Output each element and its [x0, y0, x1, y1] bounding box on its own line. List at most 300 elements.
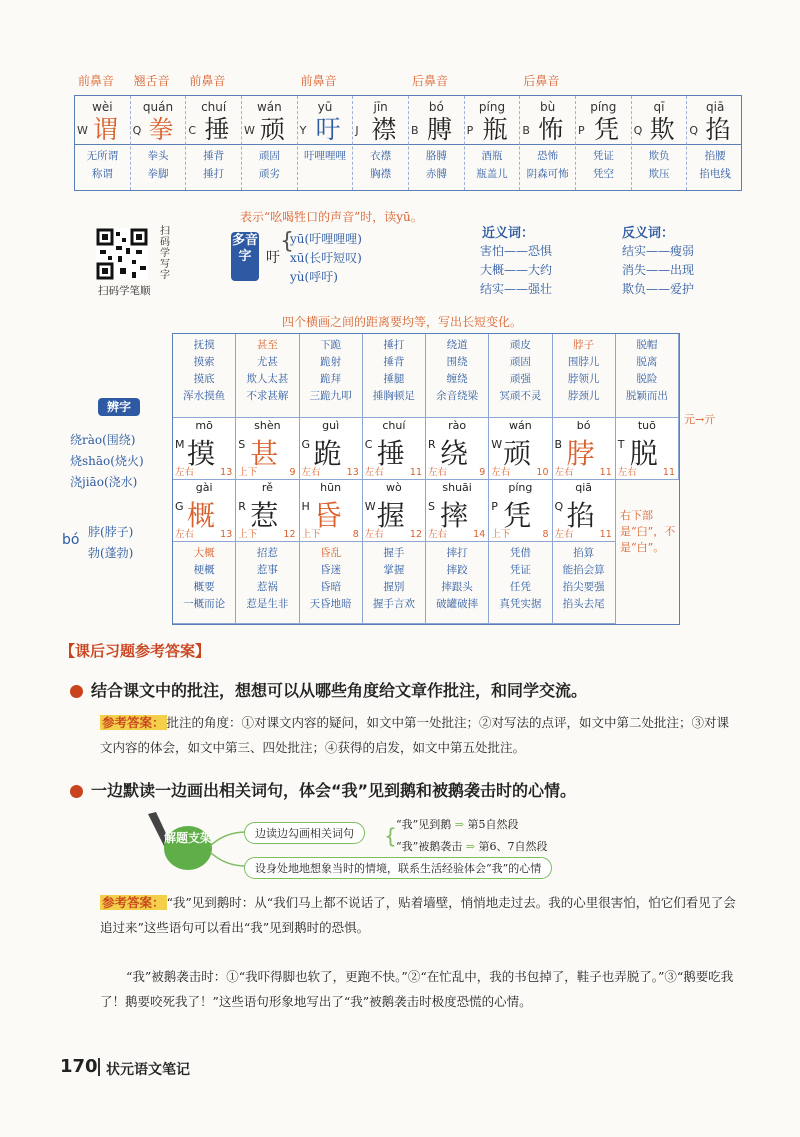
vocab-word: 欺负	[648, 150, 670, 162]
grid-word: 脖领儿	[567, 373, 600, 385]
structure: 左右	[554, 467, 574, 478]
vocab-column	[131, 96, 187, 190]
vocab-word: 赤膊	[425, 168, 447, 180]
grid-word: 围脖儿	[567, 356, 600, 368]
pinyin: wèi	[92, 100, 113, 114]
grid-word: 概要	[193, 581, 215, 593]
pinyin: bó	[576, 419, 591, 432]
grid-word: 尤甚	[256, 356, 278, 368]
character: 惹	[250, 499, 279, 532]
brace-icon: {	[280, 229, 294, 254]
stroke-count: 13	[220, 467, 233, 478]
bianzi-group2	[88, 522, 133, 564]
bianzi-item: 浇jiāo(浇水)	[70, 475, 138, 489]
vocab-word: 阴森可怖	[526, 168, 569, 180]
vocab-word: 瓶盖儿	[476, 168, 508, 180]
antonym-title: 反义词：	[622, 226, 675, 241]
vocab-column	[576, 96, 632, 190]
vocab-column	[687, 96, 743, 190]
character: 掐	[566, 499, 595, 532]
duoyin-items	[290, 230, 362, 287]
grid-word: 握手言欢	[372, 598, 415, 610]
grid-word: 惹是生非	[246, 598, 289, 610]
pronunciation-label: 后鼻音	[412, 74, 449, 88]
structure: 左右	[364, 529, 384, 540]
question-1: 结合课文中的批注，想想可以从哪些角度给文章作批注，和同学交流。	[70, 678, 587, 701]
grid-words-cell	[236, 334, 299, 418]
duoyin-note: 表示“吆喝牲口的声音”时，读yū。	[240, 210, 423, 224]
grid-words-cell	[236, 542, 299, 624]
jieti-step2: 设身处地地想象当时的情境，联系生活经验体会“我”的心情	[244, 857, 552, 879]
vocab-word: 胸襟	[370, 168, 392, 180]
pronunciation-label: 翘舌音	[133, 74, 170, 88]
grid-word: 昏迷	[320, 564, 342, 576]
pronunciation-label: 前鼻音	[78, 74, 115, 88]
grid-words-cell	[426, 334, 489, 418]
pinyin: yū	[317, 100, 333, 114]
initial-letter: B	[522, 124, 530, 137]
synonym-title: 近义词：	[482, 226, 535, 241]
grid-word: 浑水摸鱼	[183, 390, 226, 402]
grid-char-cell	[363, 480, 426, 542]
character: 握	[376, 499, 405, 532]
grid-char-cell	[300, 480, 363, 542]
character: 脖	[566, 437, 595, 470]
character: 脱	[629, 437, 658, 470]
vocab-word: 吁哩哩哩	[303, 150, 346, 162]
grid-word: 摔打	[446, 547, 468, 559]
grid-words-cell	[489, 334, 552, 418]
grid-word: 跪射	[320, 356, 342, 368]
initial-letter: Q	[554, 500, 564, 513]
section-title: 【课后习题参考答案】	[60, 642, 211, 660]
vocab-words	[465, 147, 520, 183]
side-note-yuan: 元→亓	[684, 413, 716, 426]
vocab-words	[632, 147, 687, 183]
answer-tag: 参考答案：	[102, 715, 165, 730]
duoyin-item: yū(吁哩哩哩)	[290, 232, 362, 246]
character: 摔	[440, 499, 469, 532]
initial-letter: P	[578, 124, 585, 137]
grid-words-cell	[363, 542, 426, 624]
grid-word: 顽固	[509, 356, 531, 368]
vocab-table	[74, 95, 742, 191]
grid-char-cell	[173, 480, 236, 542]
structure: 左右	[617, 467, 637, 478]
antonym-list	[622, 242, 694, 299]
grid-words-cell	[616, 334, 679, 418]
antonym-item: 欺负——爱护	[622, 282, 695, 296]
grid-word: 凭证	[509, 564, 531, 576]
grid-word: 天昏地暗	[309, 598, 352, 610]
arrow-icon: ⇒	[454, 818, 464, 831]
grid-words-cell	[363, 334, 426, 418]
grid-word: 缠绕	[446, 373, 468, 385]
pinyin: wò	[386, 481, 402, 494]
grid-word: 捶背	[383, 356, 405, 368]
pinyin: guì	[322, 419, 340, 432]
grid-word: 凭借	[509, 547, 531, 559]
pinyin: píng	[508, 481, 533, 494]
pinyin: rě	[261, 481, 273, 494]
structure: 左右	[301, 467, 321, 478]
character: 襟	[371, 115, 397, 144]
structure: 左右	[491, 467, 511, 478]
pinyin: qiā	[706, 100, 725, 114]
vocab-words	[186, 147, 241, 183]
side-note-qia: 右下部是“臼”，不是“白”。	[620, 509, 676, 554]
stroke-count: 13	[346, 467, 359, 478]
vocab-word: 欺压	[648, 168, 670, 180]
structure: 上下	[301, 529, 321, 540]
structure: 左右	[428, 529, 448, 540]
initial-letter: Q	[689, 124, 698, 137]
vocab-column	[242, 96, 298, 190]
grid-word: 不求甚解	[246, 390, 289, 402]
vocab-column	[409, 96, 465, 190]
grid-word: 掐尖要强	[562, 581, 605, 593]
vocab-words	[75, 147, 130, 183]
character: 掐	[705, 115, 731, 144]
pinyin: jīn	[373, 100, 388, 114]
pronunciation-label: 前鼻音	[300, 74, 337, 88]
grid-word: 摸底	[193, 373, 215, 385]
initial-letter: R	[428, 438, 436, 451]
initial-letter: H	[301, 500, 310, 513]
grid-word: 昏乱	[320, 547, 342, 559]
grid-word: 真凭实据	[499, 598, 542, 610]
bianzi-item: 绕rào(围绕)	[70, 433, 136, 447]
bianzi-group2-pinyin: bó	[62, 532, 80, 548]
character: 膊	[427, 115, 453, 144]
vocab-word: 顽固	[258, 150, 280, 162]
grid-word: 昏暗	[320, 581, 342, 593]
grid-words-cell	[426, 542, 489, 624]
vocab-word: 称谓	[91, 168, 113, 180]
qr-side-label: 扫码学写字	[160, 226, 170, 281]
arrow-icon: ⇒	[465, 840, 475, 853]
grid-word: 掐算	[573, 547, 595, 559]
structure: 左右	[175, 467, 195, 478]
pronunciation-label: 后鼻音	[523, 74, 560, 88]
initial-letter: M	[175, 438, 185, 451]
vocab-words	[520, 147, 575, 183]
answer-2-part1: 参考答案： “我”见到鹅时：从“我们马上都不说话了，贴着墙壁，悄悄地走过去。我的心里很害怕，怕它们看见了会追过来”这些语句可以看出“我”见到鹅时的恐惧。	[100, 895, 736, 935]
initial-letter: P	[491, 500, 498, 513]
structure: 上下	[238, 529, 258, 540]
footer-title: 状元语文笔记	[106, 1062, 190, 1078]
grid-word: 招惹	[256, 547, 278, 559]
grid-words-cell	[489, 542, 552, 624]
vocab-word: 凭空	[592, 168, 614, 180]
initial-letter: G	[175, 500, 184, 513]
pinyin: bù	[540, 100, 556, 114]
grid-word: 梗概	[193, 564, 215, 576]
grid-char-cell	[236, 418, 299, 480]
initial-letter: W	[491, 438, 503, 451]
stroke-count: 14	[473, 529, 486, 540]
character: 概	[187, 499, 216, 532]
pinyin: quán	[142, 100, 174, 114]
vocab-word: 拳脚	[147, 168, 169, 180]
qr-label: 扫码学笔顺	[98, 285, 151, 297]
structure: 上下	[491, 529, 511, 540]
stroke-count: 9	[479, 467, 486, 478]
pinyin: shèn	[254, 419, 281, 432]
vocab-words	[687, 147, 743, 183]
grid-char-cell	[553, 418, 616, 480]
grid-word: 一概而论	[183, 598, 226, 610]
character: 甚	[250, 437, 279, 470]
grid-word: 余音绕梁	[436, 390, 479, 402]
initial-letter: Q	[633, 124, 643, 137]
initial-letter: Q	[132, 124, 142, 137]
grid-word: 脱颖而出	[625, 390, 668, 402]
answer-tag: 参考答案：	[102, 895, 165, 910]
stroke-count: 11	[409, 467, 422, 478]
pinyin: chuí	[201, 100, 227, 114]
grid-word: 任凭	[509, 581, 531, 593]
character: 欺	[649, 115, 675, 144]
initial-letter: G	[301, 438, 311, 451]
answer-1: 参考答案： 批注的角度：①对课文内容的疑问，如文中第一处批注；②对写法的点评，如文中第二处批注；③对课文内容的体会，如文中第三、四处批注；④获得的启发，如文中第五处批注。	[100, 715, 730, 755]
vocab-word: 顽劣	[258, 168, 280, 180]
grid-words-cell	[553, 542, 616, 624]
grid-word: 捶打	[383, 339, 405, 351]
pinyin: mō	[195, 419, 213, 432]
pinyin: píng	[590, 100, 617, 114]
initial-letter: S	[238, 438, 246, 451]
initial-letter: W	[244, 124, 255, 137]
grid-char-cell	[300, 418, 363, 480]
grid-words-cell	[173, 542, 236, 624]
pinyin: wán	[256, 100, 282, 114]
antonym-item: 消失——出现	[622, 263, 695, 277]
character: 跪	[313, 437, 342, 470]
synonym-item: 害怕——恐惧	[480, 244, 553, 258]
grid-word: 能掐会算	[562, 564, 605, 576]
character: 昏	[313, 499, 342, 532]
vocab-words	[353, 147, 408, 183]
initial-letter: P	[466, 124, 474, 137]
initial-letter: W	[364, 500, 376, 513]
pinyin: wán	[509, 419, 532, 432]
grid-word: 摔跤	[446, 564, 468, 576]
bullet-icon	[70, 685, 83, 698]
structure: 左右	[428, 467, 448, 478]
qr-code-icon	[96, 228, 156, 280]
bianzi-item: 烧shāo(烧火)	[70, 454, 144, 468]
stroke-count: 8	[352, 529, 359, 540]
vocab-column	[75, 96, 131, 190]
grid-words-cell	[300, 542, 363, 624]
grid-word: 捶胸顿足	[372, 390, 415, 402]
character: 顽	[260, 115, 286, 144]
vocab-word: 酒瓶	[481, 150, 503, 162]
structure: 上下	[238, 467, 258, 478]
stroke-count: 11	[599, 529, 612, 540]
grid-word: 三跪九叩	[309, 390, 352, 402]
grid-word: 捶腿	[383, 373, 405, 385]
grid-word: 脱帽	[636, 339, 658, 351]
vocab-word: 拳头	[147, 150, 169, 162]
pinyin: bó	[428, 100, 444, 114]
grid-char-cell	[363, 418, 426, 480]
pinyin: chuí	[382, 419, 406, 432]
grid-note: 四个横画之间的距离要均等，写出长短变化。	[282, 315, 523, 329]
initial-letter: W	[77, 124, 88, 137]
bianzi-group1	[70, 430, 144, 493]
grid-word: 顽强	[509, 373, 531, 385]
stroke-count: 8	[542, 529, 549, 540]
grid-word: 破罐破摔	[436, 598, 479, 610]
grid-words-cell	[300, 334, 363, 418]
grid-char-cell	[173, 418, 236, 480]
character: 捶	[204, 115, 230, 144]
grid-word: 掐头去尾	[562, 598, 605, 610]
grid-word: 脱险	[636, 373, 658, 385]
pinyin: hūn	[320, 481, 342, 494]
vocab-words	[131, 147, 186, 183]
initial-letter: J	[355, 124, 359, 137]
vocab-word: 恐怖	[537, 150, 559, 162]
duoyin-item: xū(长吁短叹)	[290, 251, 362, 265]
synonym-item: 大概——大约	[480, 263, 553, 277]
synonym-item: 结实——强壮	[480, 282, 553, 296]
vocab-column	[353, 96, 409, 190]
grid-char-cell	[236, 480, 299, 542]
brace-icon: {	[384, 824, 397, 848]
initial-letter: C	[188, 124, 197, 137]
bianzi-item: 勃(蓬勃)	[88, 546, 134, 560]
stroke-count: 10	[536, 467, 549, 478]
grid-word: 脖颈儿	[567, 390, 600, 402]
bullet-icon	[70, 785, 83, 798]
jieti-branches: “我”见到鹅 ⇒ 第5自然段 “我”被鹅袭击 ⇒ 第6、7自然段	[396, 818, 548, 853]
grid-word: 脱离	[636, 356, 658, 368]
initial-letter: B	[411, 124, 419, 137]
vocab-words	[242, 147, 297, 183]
grid-char-cell	[426, 418, 489, 480]
duoyin-item: yù(呼吁)	[290, 270, 338, 284]
jieti-tag: 解题支架	[164, 826, 212, 870]
pinyin: shuāi	[442, 481, 472, 494]
initial-letter: C	[364, 438, 373, 451]
initial-letter: B	[554, 438, 563, 451]
footer-divider	[98, 1058, 100, 1076]
grid-words-cell	[173, 334, 236, 418]
character: 绕	[440, 437, 469, 470]
vocab-word: 掐腰	[704, 150, 726, 162]
vocab-words	[298, 147, 353, 165]
stroke-count: 12	[283, 529, 296, 540]
page-number: 170	[60, 1056, 98, 1077]
pinyin: rào	[448, 419, 467, 432]
character: 吁	[315, 115, 341, 144]
character-grid	[172, 333, 680, 625]
stroke-count: 11	[599, 467, 612, 478]
grid-word: 冥顽不灵	[499, 390, 542, 402]
pinyin: qī	[653, 100, 665, 114]
stroke-count: 11	[662, 467, 675, 478]
vocab-column	[465, 96, 521, 190]
vocab-word: 无所谓	[86, 150, 119, 162]
structure: 左右	[554, 529, 574, 540]
grid-word: 下跪	[320, 339, 342, 351]
grid-word: 握别	[383, 581, 405, 593]
vocab-word: 凭证	[592, 150, 614, 162]
vocab-word: 掐电线	[699, 168, 731, 180]
grid-word: 围绕	[446, 356, 468, 368]
stroke-count: 9	[289, 467, 296, 478]
initial-letter: Y	[299, 124, 307, 137]
duoyin-tag: 多音字	[231, 232, 259, 281]
antonym-item: 结实——瘦弱	[622, 244, 695, 258]
grid-word: 抚摸	[193, 339, 215, 351]
vocab-word: 胳膊	[425, 150, 447, 162]
vocab-column	[298, 96, 354, 190]
grid-words-cell	[553, 334, 616, 418]
character: 凭	[594, 115, 620, 144]
synonym-list	[480, 242, 552, 299]
vocab-words	[409, 147, 464, 183]
grid-word: 顽皮	[509, 339, 531, 351]
initial-letter: T	[617, 438, 625, 451]
pinyin: gài	[195, 481, 213, 494]
vocab-word: 捶背	[203, 150, 225, 162]
vocab-column	[520, 96, 576, 190]
character: 捶	[376, 437, 405, 470]
grid-word: 甚至	[256, 339, 278, 351]
vocab-word: 捶打	[203, 168, 225, 180]
vocab-column	[632, 96, 688, 190]
grid-word: 大概	[193, 547, 215, 559]
pinyin: qiā	[575, 481, 593, 494]
structure: 左右	[364, 467, 384, 478]
vocab-words	[576, 147, 631, 183]
jieti-step1: 边读边勾画相关词句	[244, 822, 365, 844]
grid-char-cell	[489, 418, 552, 480]
answer-2-part2: “我”被鹅袭击时：①“我吓得脚也软了，更跑不快。”②“在忙乱中，我的书包掉了，鞋子也弄脱了。”③“鹅要吃我了！鹅要咬死我了！”这些语句形象地写出了“我”被鹅袭击时极度恐慌的心情。	[100, 969, 734, 1009]
question-2: 一边默读一边画出相关词句，体会“我”见到鹅和被鹅袭击时的心情。	[70, 778, 576, 801]
grid-char-cell	[426, 480, 489, 542]
bianzi-tag: 辨字	[98, 398, 140, 416]
vocab-column	[186, 96, 242, 190]
grid-word: 绕道	[446, 339, 468, 351]
grid-word: 跪拜	[320, 373, 342, 385]
initial-letter: R	[238, 500, 246, 513]
grid-word: 握手	[383, 547, 405, 559]
grid-word: 摸索	[193, 356, 215, 368]
structure: 左右	[175, 529, 195, 540]
grid-char-cell	[553, 480, 616, 542]
stroke-count: 12	[409, 529, 422, 540]
bianzi-item: 脖(脖子)	[88, 525, 134, 539]
pinyin: tuō	[637, 419, 656, 432]
grid-word: 惹事	[256, 564, 278, 576]
stroke-count: 13	[220, 529, 233, 540]
vocab-word: 衣襟	[370, 150, 392, 162]
character: 谓	[93, 115, 119, 144]
character: 怖	[538, 115, 564, 144]
grid-word: 掌握	[383, 564, 405, 576]
pronunciation-label: 前鼻音	[189, 74, 226, 88]
grid-word: 摔跟头	[441, 581, 473, 593]
grid-word: 脖子	[573, 339, 595, 351]
grid-word: 欺人太甚	[246, 373, 289, 385]
duoyin-char: 吁	[266, 250, 280, 266]
initial-letter: S	[428, 500, 435, 513]
